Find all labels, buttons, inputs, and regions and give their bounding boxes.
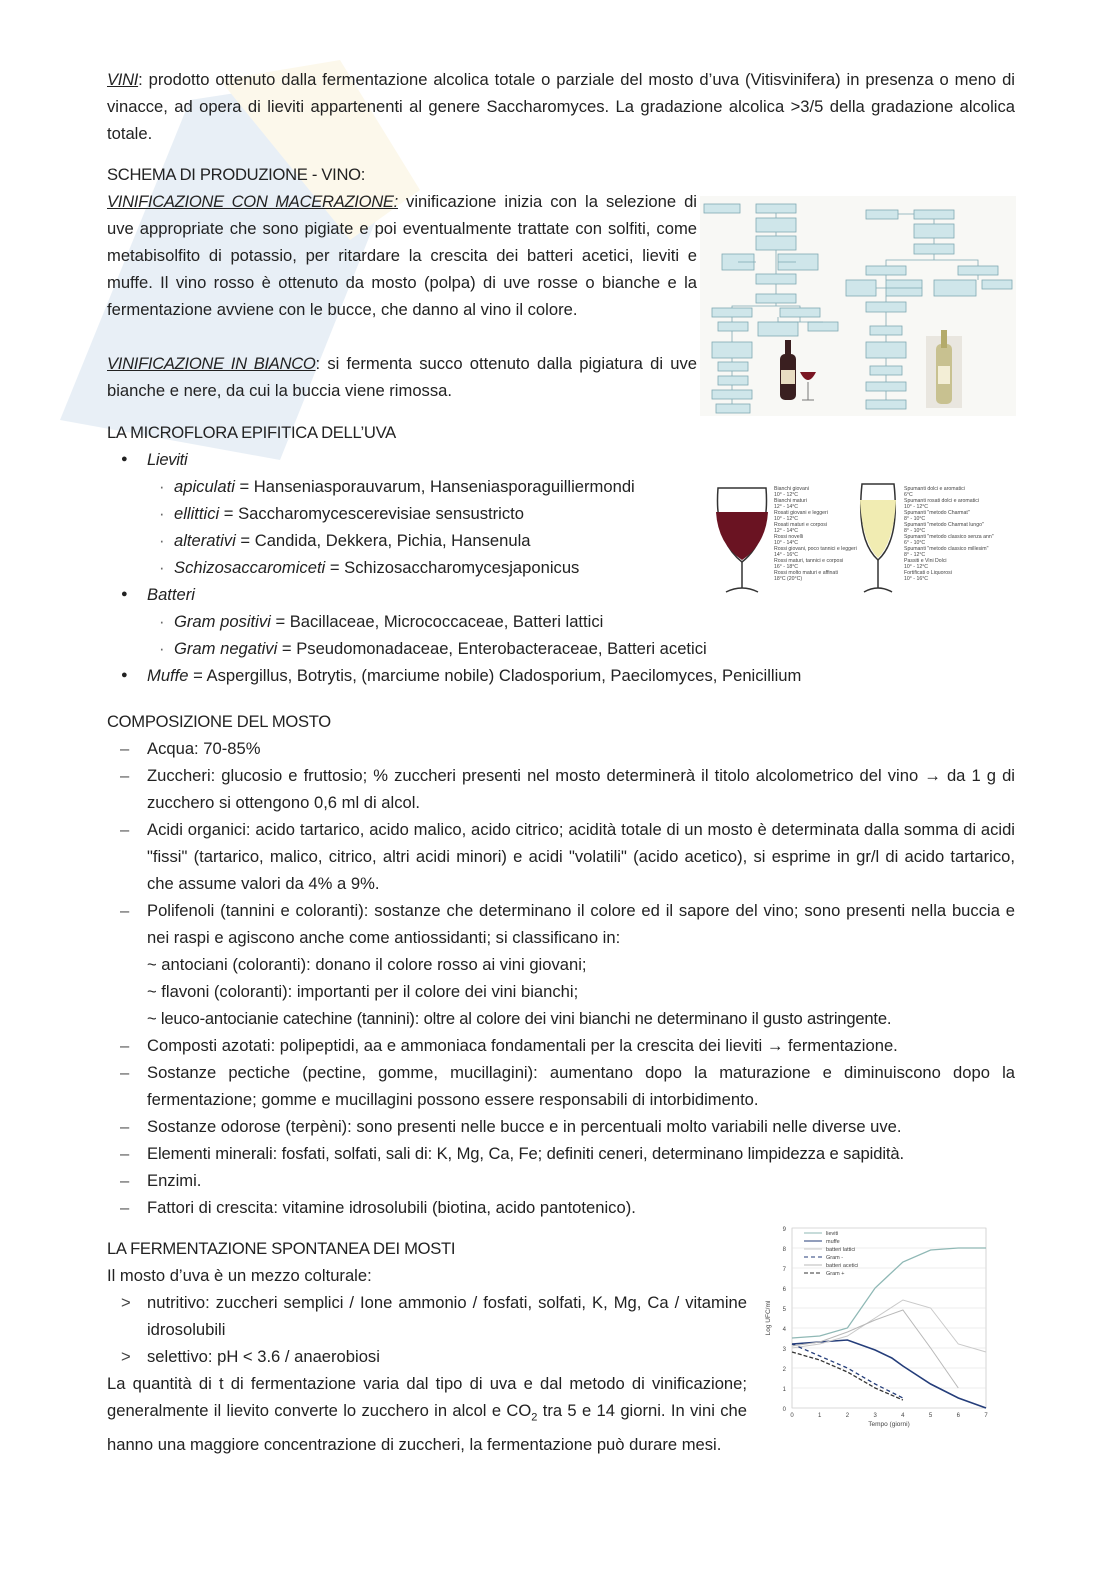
ferm-paragraph <box>107 1370 747 1458</box>
temp-label: Rossi novelli <box>774 534 804 540</box>
list-item: – Elementi minerali: fosfati, solfati, sali di: K, Mg, Ca, Fe; definiti ceneri, determinano limpidezza e sapidità. <box>107 1140 1015 1167</box>
muffe-text: = Aspergillus, Botrytis, (marciume nobile) Cladosporium, Paecilomyces, Penicillium <box>188 666 802 685</box>
legend-label: lieviti <box>826 1231 839 1237</box>
bianco-paragraph <box>107 350 697 404</box>
ferm-text-a: La quantità di t di fermentazione varia dal tipo di uva e dal metodo di vinificazione; generalmente il lievito converte lo zucchero in alcol e CO <box>107 1374 747 1420</box>
list-item: – Composti azotati: polipeptidi, aa e ammoniaca fondamentali per la crescita dei lieviti → fermentazione. <box>107 1032 1015 1059</box>
mosto-list <box>107 735 1015 1221</box>
temp-label: Bianchi giovani <box>774 486 809 492</box>
x-tick-label: 7 <box>984 1413 988 1419</box>
production-flowchart <box>700 196 1016 416</box>
temp-label: 10° - 12°C <box>904 564 929 570</box>
schema-title-colon: : <box>360 165 366 184</box>
x-axis-label: Tempo (giorni) <box>868 1421 910 1428</box>
temp-label: Rosati maturi e corposi <box>774 522 828 528</box>
temp-label: Bianchi maturi <box>774 498 807 504</box>
temp-label: Spumanti "metodo Charmat lungo" <box>904 522 984 528</box>
y-tick-label: 3 <box>782 1347 786 1353</box>
temp-label: Spumanti rosati dolci e aromatici <box>904 498 979 504</box>
temp-label: 8° - 10°C <box>904 528 926 534</box>
plot-area <box>792 1228 986 1408</box>
temp-label: 12° - 14°C <box>774 528 799 534</box>
y-tick-label: 0 <box>782 1407 786 1413</box>
temp-label: 10° - 12°C <box>774 516 799 522</box>
microflora-title: LA MICROFLORA EPIFITICA DELL’UVA <box>107 423 396 442</box>
temp-label: 10° - 16°C <box>904 576 929 582</box>
term-bianco: VINIFICAZIONE IN BIANCO <box>107 354 316 373</box>
wine-glasses-figure <box>712 480 1012 598</box>
temp-label: 10° - 12°C <box>904 504 929 510</box>
y-tick-label: 9 <box>782 1227 786 1233</box>
batteri-heading: Batteri <box>147 585 195 604</box>
temp-label: Fortificati o Liquorosi <box>904 570 952 576</box>
item-term: apiculati <box>174 477 235 496</box>
x-tick-label: 1 <box>818 1413 822 1419</box>
list-item: – Polifenoli (tannini e coloranti): sostanze che determinano il colore ed il sapore del vino; sono presenti nella buccia e nei raspi e agiscono anche come antiossidanti; si classificano in: <box>107 897 1015 951</box>
temp-label: 10° - 14°C <box>774 540 799 546</box>
x-tick-label: 3 <box>873 1413 877 1419</box>
list-item: – Enzimi. <box>107 1167 1015 1194</box>
temp-label: 6°C <box>904 492 913 498</box>
white-glass-temperatures <box>904 486 994 582</box>
ferm-title: LA FERMENTAZIONE SPONTANEA DEI MOSTI <box>107 1239 456 1258</box>
y-tick-label: 8 <box>782 1247 786 1253</box>
temp-label: Spumanti "metodo classico senza ann" <box>904 534 994 540</box>
temp-label: 8° - 10°C <box>904 516 926 522</box>
macerazione-paragraph <box>107 188 697 323</box>
list-item: – Sostanze odorose (terpèni): sono presenti nelle bucce e in percentuali molto variabili nelle diverse uve. <box>107 1113 1015 1140</box>
item-value: = Bacillaceae, Micrococcaceae, Batteri lattici <box>270 612 604 631</box>
list-item: – Sostanze pectiche (pectine, gomme, mucillagini): aumentano dopo la maturazione e diminuiscono dopo la fermentazione; gomme e mucillagini possono essere responsabili di intorbidimento. <box>107 1059 1015 1113</box>
white-wine-bottle-icon <box>926 330 962 408</box>
red-wine-glass-icon <box>716 488 768 592</box>
item-term: Gram positivi <box>174 612 271 631</box>
item-term: alterativi <box>174 531 236 550</box>
temp-label: 14° - 16°C <box>774 552 799 558</box>
x-tick-label: 0 <box>790 1413 794 1419</box>
legend-label: muffe <box>826 1239 840 1245</box>
list-item: – Fattori di crescita: vitamine idrosolubili (biotina, acido pantotenico). <box>107 1194 1015 1221</box>
legend-label: Gram - <box>826 1255 844 1261</box>
y-tick-label: 6 <box>782 1287 786 1293</box>
list-item: – Acidi organici: acido tartarico, acido malico, acido citrico; acidità totale di un mosto è determinata dalla somma di acidi "fissi" (tartarico, malico, citrico, altri acidi minori) e acidi "volatili" (acido acetico), si esprime in gr/l di acido tartarico, che assume valori da 4% a 9%. <box>107 816 1015 897</box>
list-item: > nutritivo: zuccheri semplici / Ione ammonio / fosfati, solfati, K, Mg, Ca / vitamine idrosolubili <box>107 1289 747 1343</box>
x-tick-label: 5 <box>928 1413 933 1419</box>
list-item <box>107 608 1015 635</box>
intro-text: : prodotto ottenuto dalla fermentazione alcolica totale o parziale del mosto d’uva (Vitisvinifera) in presenza o meno di vinacce, ad opera di lieviti appartenenti al genere Saccharomyces. La gradazione alcolica >3/5 della gradazione alcolica totale. <box>107 70 1015 143</box>
list-item <box>107 635 1015 662</box>
sub-item: ~ leuco-antocianie catechine (tannini): oltre al colore dei vini bianchi ne determinano il gusto astringente. <box>147 1009 892 1028</box>
list-item: > selettivo: pH < 3.6 / anaerobiosi <box>107 1343 747 1370</box>
x-tick-label: 6 <box>956 1413 960 1419</box>
temp-label: Spumanti dolci e aromatici <box>904 486 965 492</box>
temp-label: 18°C (20°C) <box>774 576 803 582</box>
list-item: – Zuccheri: glucosio e fruttosio; % zuccheri presenti nel mosto determinerà il titolo alcolometrico del vino → da 1 g di zucchero si ottengono 0,6 ml di alcol. <box>107 762 1015 816</box>
fermentation-chart <box>760 1222 1000 1434</box>
temp-label: 8° - 12°C <box>904 552 926 558</box>
schema-title-text: SCHEMA DI PRODUZIONE - VINO <box>107 165 361 184</box>
item-value: = Schizosaccharomycesjaponicus <box>325 558 580 577</box>
item-value: = Saccharomycescerevisiae sensustricto <box>219 504 524 523</box>
item-term: Gram negativi <box>174 639 278 658</box>
lieviti-heading: Lieviti <box>147 450 188 469</box>
ferm-text-b: tra 5 e 14 giorni. In vini che hanno una maggiore concentrazione di zuccheri, la fermentazione può durare mesi. <box>107 1401 747 1455</box>
intro-paragraph <box>107 66 1015 147</box>
y-axis-label: Log UFC/ml <box>765 1300 772 1336</box>
y-tick-label: 1 <box>782 1387 786 1393</box>
item-term: Schizosaccaromiceti <box>174 558 326 577</box>
temp-label: Rosati giovani e leggeri <box>774 510 828 516</box>
term-vini: VINI <box>107 70 139 89</box>
temp-label: Spumanti "metodo classico millesim" <box>904 546 989 552</box>
red-glass-temperatures <box>774 486 857 582</box>
ferm-intro: Il mosto d’uva è un mezzo colturale: <box>107 1266 372 1285</box>
schema-title <box>107 163 365 187</box>
item-value: = Candida, Dekkera, Pichia, Hansenula <box>235 531 531 550</box>
temp-label: 16° - 18°C <box>774 564 799 570</box>
macerazione-text: vinificazione inizia con la selezione di uve appropriate che sono pigiate e poi eventualmente trattate con solfiti, come metabisolfito di potassio, per ritardare la crescita dei batteri acetici, lieviti e muffe. Il vino rosso è ottenuto da mosto (polpa) di uve rosse o bianche e la fermentazione avviene con le bucce, che danno al vino il colore. <box>107 192 697 319</box>
ferm-block <box>107 1262 747 1458</box>
sub-item: ~ antociani (coloranti): donano il colore rosso ai vini giovani; <box>147 955 587 974</box>
legend-label: batteri acetici <box>826 1263 859 1269</box>
temp-label: Spumanti "metodo Charmat" <box>904 510 970 516</box>
list-item: – Acqua: 70-85% <box>107 735 1015 762</box>
item-value: = Pseudomonadaceae, Enterobacteraceae, Batteri acetici <box>277 639 707 658</box>
term-macerazione: VINIFICAZIONE CON MACERAZIONE: <box>107 192 398 211</box>
legend-label: Gram + <box>826 1271 845 1277</box>
temp-label: 10° - 12°C <box>774 492 799 498</box>
y-tick-label: 2 <box>782 1367 786 1373</box>
temp-label: Passiti e Vini Dolci <box>904 558 947 564</box>
mosto-title: COMPOSIZIONE DEL MOSTO <box>107 712 331 731</box>
temp-label: Rossi molto maturi e affinati <box>774 570 838 576</box>
temp-label: 12° - 14°C <box>774 504 799 510</box>
item-value: = Hanseniasporauvarum, Hanseniasporaguilliermondi <box>234 477 635 496</box>
y-tick-label: 5 <box>782 1307 786 1313</box>
white-wine-glass-icon <box>860 484 896 592</box>
temp-label: 6° - 10°C <box>904 540 926 546</box>
bianco-text: : si fermenta succo ottenuto dalla pigiatura di uve bianche e nere, da cui la buccia viene rimossa. <box>107 354 697 400</box>
temp-label: Rossi maturi, tannici e corposi <box>774 558 844 564</box>
sub-item: ~ flavoni (coloranti): importanti per il colore dei vini bianchi; <box>147 982 579 1001</box>
legend-label: batteri lattici <box>826 1247 856 1253</box>
ferm-text-sub: 2 <box>531 1411 538 1424</box>
y-tick-label: 7 <box>782 1267 786 1273</box>
x-tick-label: 4 <box>901 1413 905 1419</box>
x-tick-label: 2 <box>845 1413 850 1419</box>
temp-label: Rossi giovani, poco tannici e leggeri <box>774 546 857 552</box>
item-term: ellittici <box>174 504 220 523</box>
muffe-heading: Muffe <box>147 666 189 685</box>
y-tick-label: 4 <box>782 1327 786 1333</box>
